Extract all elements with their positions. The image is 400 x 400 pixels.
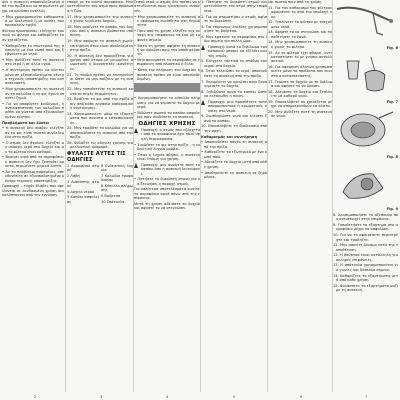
paragraph: ναι σωστά πριν από τη χρήση. xyxy=(268,0,323,4)
warning-text: Προσοχή: μην ανοίγετε ποτέ το καπάκι όσο η συσκευή λειτουργεί. xyxy=(141,162,200,176)
cap-illustration xyxy=(333,162,398,204)
paragraph: 11. Για τον καθαρισμό του φίλτρου αφαιρέστε το από την υποδοχή του. xyxy=(268,5,332,19)
paragraph: 3. Για επίμονους λεκέδες χρησιμοποιήστε τη βούρτσα. xyxy=(201,24,267,34)
paragraph: 22. Μην τοποθετείτε τη συσκευή κοντά σε πηγές θερμότητας. xyxy=(67,87,133,96)
paragraph: • Η συσκευή δεν ανάβει: ελέγξτε αν το φις είναι σωστά συνδεδεμένο στην πρίζα. xyxy=(2,126,64,140)
paragraph: • Αποθηκεύετε τη συσκευή σε ξηρό μέρος. xyxy=(201,170,267,179)
column-4 xyxy=(201,0,267,392)
section-band xyxy=(134,83,200,92)
paragraph: • Καθαρίζετε το εσωτερικό της συσκευής με ένα νωπό πανί και ξεβγάλετε με νερό. xyxy=(2,43,64,57)
paragraph: 17. Μην χρησιμοποιείτε την συσκευή χωρίς νερό στο δοχείο. xyxy=(67,14,133,23)
paragraph: Φίλτρο προστασίας: ελέγχετε τακτικά το φίλτρο και καθαρίζετε το αν χρειάζεται. xyxy=(2,29,64,42)
figure-label: Fig. 6 xyxy=(386,46,398,50)
paragraph: 23. Βγάζετε το φις από την πρίζα πριν από κάθε εργασία καθαρισμού ή συντήρησης. xyxy=(67,97,133,111)
paragraph: 21. Τα παιδιά πρέπει να επιτηρούνται ώστε να μην παίζουν με τη συσκευή. xyxy=(67,72,133,86)
paragraph: 12. Η βούρτσα είναι κατάλληλη για σκληρές επιφάνειες. xyxy=(333,253,398,262)
warning-note xyxy=(134,163,200,176)
figure-label: Fig. 8 xyxy=(386,154,398,159)
paragraph: 15. Αν το φίλτρο έχει φθαρεί, αντικαταστήστε το με γνήσιο ανταλλακτικό. xyxy=(268,50,332,64)
column-6 xyxy=(333,0,398,392)
list-item: 7 Καλώδιο τροφοδοσίας xyxy=(101,173,133,183)
list-item: 6 Ενδεικτική λυχνία xyxy=(101,163,133,173)
paragraph: 17. Γεμίστε το δοχείο με το διάλυμα και αφήστε το να δράσει. xyxy=(268,79,332,88)
filling-cup-drawing xyxy=(333,53,398,97)
paragraph: • Χρησιμοποιήστε το κύπελλο πλήρωσης για να γεμίσετε το δοχείο με νερό. xyxy=(134,96,200,110)
page-number: 4 xyxy=(166,395,169,399)
paragraph: 14. Καθαρίζετε τα εξαρτήματα μετά από κάθε χρήση. xyxy=(333,273,398,282)
paragraph: 10. Για να το αφαιρέσετε περιστρέψτε και τραβήξτε. xyxy=(333,233,398,242)
warning-text: Προσοχή: ο ατμός που εξέρχεται από το ακροφύσιο έχει πολύ υψηλή θερμοκρασία. xyxy=(141,128,200,141)
page-number: 7 xyxy=(365,395,368,399)
paragraph: 19. Επαναλάβετε αν χρειάζεται μέχρι να απομακρυνθούν τα άλατα. xyxy=(268,99,332,109)
list-item: 9 Βούρτσα xyxy=(101,194,121,199)
warning-icon xyxy=(201,45,205,50)
paragraph: 13. Αφήστε το να στεγνώσει και τοποθετήστε το ξανά. xyxy=(268,30,332,39)
paragraph: 9. Συμπληρώστε νερό και κλείστε ξανά το καπάκι. xyxy=(201,114,267,123)
steam-wand-illustration xyxy=(333,3,398,43)
paragraph: 15. Φυλάσσετε τα εξαρτήματα μαζί με τη συσκευή. xyxy=(333,283,398,293)
paragraph: 25. Μην τραβάτε το καλώδιο για να αποσυνδέσετε τη συσκευή από την πρίζα. xyxy=(67,126,133,140)
paragraph: 8. Ξεβιδώστε αργά το καπάκι ώστε να εκτονωθεί η πίεση. xyxy=(201,89,267,99)
paragraph: 9. Τοποθετήστε το εξάρτημα στο ακροφύσιο μέχρι να ασφαλίσει. xyxy=(333,223,398,232)
column-1 xyxy=(2,0,64,392)
list-item: 10 Σπάτουλα xyxy=(101,199,125,204)
paragraph: • Αν το πρόβλημα παραμένει, απευθυνθείτε σε εξουσιοδοτημένο κέντρο τεχνικής υποστήριξης. xyxy=(2,169,64,183)
paragraph: • Πατήστε το διακόπτη ατμού για να ξεκινήσει η παροχή ατμού. xyxy=(134,177,200,186)
tank-illustration xyxy=(333,108,398,152)
paragraph: Μετά τη χρήση αδειάστε το δοχείο και αφήστε το να στεγνώσει. xyxy=(134,201,200,211)
paragraph: • Αδειάζετε το δοχείο μετά από κάθε χρήση. xyxy=(201,160,267,169)
paragraph: 4. Μην κρατάτε το ακροφύσιο στο ίδιο σημείο για πολλή ώρα. xyxy=(201,34,267,44)
figure-label: Fig. 7 xyxy=(386,100,398,105)
warning-note xyxy=(134,128,200,141)
paragraph: 10. Επαναλάβετε τη διαδικασία από την αρχή. xyxy=(201,124,267,133)
warning-text: Προσοχή: μην προσθέτετε ποτέ απορρυπαντικά ή αρωματικές ουσίες στο νερό. xyxy=(208,99,267,113)
warning-icon xyxy=(134,128,138,133)
paragraph: • Καθαρίζετε το εξωτερικό με ένα νωπό πανί. xyxy=(201,150,267,159)
cap-drawing xyxy=(333,162,398,204)
usage-title: ΟΔΗΓΙΕΣ ΧΡΗΣΗΣ xyxy=(138,121,196,128)
paragraph: • Πριν από τη χρήση ελέγξτε την αντοχή της επιφάνειας σε ένα μη εμφανές σημείο. xyxy=(134,29,200,42)
page-number: 5 xyxy=(233,395,236,399)
paragraph: • Όταν η λυχνία σβήσει, η συσκευή είναι έτοιμη για χρήση. xyxy=(134,152,200,162)
list-item: 1 Ακροφύσιο ατμού xyxy=(67,163,99,173)
paragraph: • Μην βυθίζετε ποτέ τη συσκευή στο νερό ή σε άλλα υγρά. xyxy=(2,58,64,67)
warning-icon xyxy=(134,163,138,168)
paragraph: • Μην ακουμπάτε το ακροφύσιο σε επιφάνειες από πλαστικό ή ξύλο. xyxy=(134,58,200,67)
paragraph: 11. Μην ασκείτε δύναμη κατά την τοποθέτηση. xyxy=(333,243,398,252)
list-item: 3 Διακόπτης ατμού xyxy=(67,179,99,189)
list-item: 8 Κύπελλο πλήρωσης xyxy=(101,184,133,193)
page-number: 2 xyxy=(34,395,37,399)
paragraph: • Κατά την πλήρωση του δοχείου η συσκευή πρέπει να είναι αποσυνδεδεμένη. xyxy=(134,68,200,81)
paragraph: Προσοχή! – τυχόν βλάβες που οφείλονται σε λανθασμένη χρήση δεν καλύπτονται από την εγγύηση. xyxy=(2,184,64,198)
paragraph: 5. Ελέγχετε τακτικά τη στάθμη του νερού στο δοχείο. xyxy=(201,59,267,68)
paragraph: 8. Χρησιμοποιήστε το αξεσουάρ που αντιστοιχεί στην επιφάνεια. xyxy=(333,212,398,222)
paragraph: • Μην χρησιμοποιείτε τη συσκευή αν το καλώδιο ή το φις έχουν υποστεί ζημιά. xyxy=(2,87,64,100)
parts-list xyxy=(67,164,133,206)
paragraph: • Ο ατμός δεν βγαίνει: ελέγξτε αν υπάρχει νερό στο δοχείο και αν το φίλτρο είναι καθαρό. xyxy=(2,140,64,154)
tank-drawing xyxy=(333,108,398,152)
paragraph: • Βιδώστε σωστά το καπάκι ασφαλείας πριν συνδέσετε τη συσκευή. xyxy=(134,110,200,120)
paragraph: 6. Όταν τελειώσει το νερό, αποσυνδέστε τη συσκευή από την πρίζα. xyxy=(201,69,267,78)
paragraph: 26. Φυλάξτε τις οδηγίες χρήσης για μελλοντική αναφορά. xyxy=(67,140,133,150)
paragraph: • Μην χρησιμοποιείτε τη συσκευή σε υφάσματα ευαίσθητα στη θερμότητα. xyxy=(134,14,200,28)
paragraph: Για καλύτερα αποτελέσματα κινείτε το ακροφύσιο αργά πάνω από την επιφάνεια. xyxy=(134,187,200,201)
paragraph: 16. Για αφαίρεση αλάτων χρησιμοποιείτε μόνο τα προϊόντα που συνιστά ο κατασκευαστής. xyxy=(268,65,332,78)
paragraph: επαφή με το καυτό ακροφύσιο. Μην κατευθύνετε τον ατμό προς πρόσωπα ή ζώα. xyxy=(67,0,133,13)
paragraph: • Μην χρησιμοποιείτε καθαριστικά με διαλυτικά ή με ουσίες που προκαλούν τριβή. xyxy=(2,14,64,28)
list-item: 2 Λαβή xyxy=(67,173,80,178)
figure-label: Fig. 9 xyxy=(386,207,398,212)
keep-instructions-heading: ΦΥΛΑΞΤΕ ΑΥΤΕΣ ΤΙΣ ΟΔΗΓΙΕΣ xyxy=(67,150,126,163)
paragraph: 12. Ξεπλύνετε το φίλτρο με τρεχούμενο νερό. xyxy=(268,20,332,29)
list-item: 5 Καπάκι ασφαλείας xyxy=(67,195,99,204)
paragraph: • Για να αποφύγετε κινδύνους, η αντικατάσταση του καλωδίου πρέπει να γίνεται από εξουσιοδοτημένο κέντρο. xyxy=(2,101,64,119)
list-item: 4 Δοχείο νερού xyxy=(67,189,95,194)
paragraph: • Συνδέστε το φις στην πρίζα – η ενδεικτική λυχνία ανάβει. xyxy=(134,142,200,151)
paragraph: 24. Χρησιμοποιείτε μόνο τα εξαρτήματα που συνιστά ο κατασκευαστής. xyxy=(67,111,133,125)
column-divider xyxy=(65,0,66,392)
paragraph: ουν η συσκευή αποσυνδεδεμένη από την πρίζα και να περιμένετε μέχρι να κρυώσει εντελώς. xyxy=(2,0,64,13)
paragraph: • Βγαίνει νερό από το ακροφύσιο: η συσκευή δεν έχει ζεσταθεί αρκετά, περιμένετε μερικά λεπτά. xyxy=(2,155,64,169)
column-2 xyxy=(67,0,133,392)
section-heading: Καθαρισμός και συντήρηση xyxy=(201,134,258,139)
paragraph: ζεστό νερό, ο ατμός δεν πρέπει να κατευθύνεται προς ηλεκτρικές συσκευές. xyxy=(134,0,200,13)
warning-icon xyxy=(201,100,205,105)
page-number: 3 xyxy=(100,395,103,399)
paragraph: 20. Μην βυθίζετε ποτέ τη συσκευή σε νερό. xyxy=(268,109,332,119)
filling-cup-illustration xyxy=(333,53,398,97)
paragraph: 14. Μην χρησιμοποιείτε τη συσκευή χωρίς το φίλτρο. xyxy=(268,40,332,49)
paragraph: 1. Πατήστε το διακόπτη ατμού και κατευθύνετε τον ατμό στην επιφάνεια. xyxy=(201,0,267,13)
page-number: 6 xyxy=(300,395,303,399)
steam-wand-drawing xyxy=(333,3,398,43)
paragraph: 7. Περιμένετε να κρυώσει πριν ξαναγεμίσετε το δοχείο. xyxy=(201,79,267,88)
paragraph: 18. Μην ανοίγετε το καπάκι του δοχείου όσο η συσκευή βρίσκεται υπό πίεση. xyxy=(67,24,133,38)
section-heading: Προβλήματα και λύσεις xyxy=(2,120,50,125)
paragraph: • Η συντήρηση πρέπει να γίνεται μόνο σε εξουσιοδοτημένο κέντρο τεχνικής υποστήριξης του κατασκευαστή. xyxy=(2,68,64,86)
paragraph: • Αποσυνδέστε πάντα τη συσκευή από την πρίζα. xyxy=(201,140,267,149)
paragraph: • Μετά τη χρήση αφήστε τη συσκευή να κρυώσει πριν την αποθηκεύσετε. xyxy=(134,43,200,57)
paragraph: 13. Η σπάτουλα χρησιμοποιείται για γωνίες και δύσκολα σημεία. xyxy=(333,263,398,272)
warning-note xyxy=(201,45,267,58)
column-3 xyxy=(134,0,200,392)
page-footer xyxy=(0,393,400,400)
paragraph: 2. Για να σταματήσει ο ατμός αφήστε το διακόπτη. xyxy=(201,14,267,23)
paragraph: 20. Η συσκευή δεν προορίζεται για χρήση από άτομα με μειωμένες σωματικές ή διανοητικές ικανότητες. xyxy=(67,53,133,71)
paragraph: 18. Αδειάστε το δοχείο και ξεπλύνετε με καθαρό νερό. xyxy=(268,89,332,99)
warning-note xyxy=(201,100,267,113)
warning-text: Προσοχή: κατά το ξεβίδωμα του καπακιού μπορεί να εξέλθει καυτός ατμός. xyxy=(208,44,267,58)
paragraph: 19. Μην αφήνετε τη συσκευή χωρίς επιτήρηση όταν είναι συνδεδεμένη στην πρίζα. xyxy=(67,39,133,52)
column-5 xyxy=(268,0,332,392)
